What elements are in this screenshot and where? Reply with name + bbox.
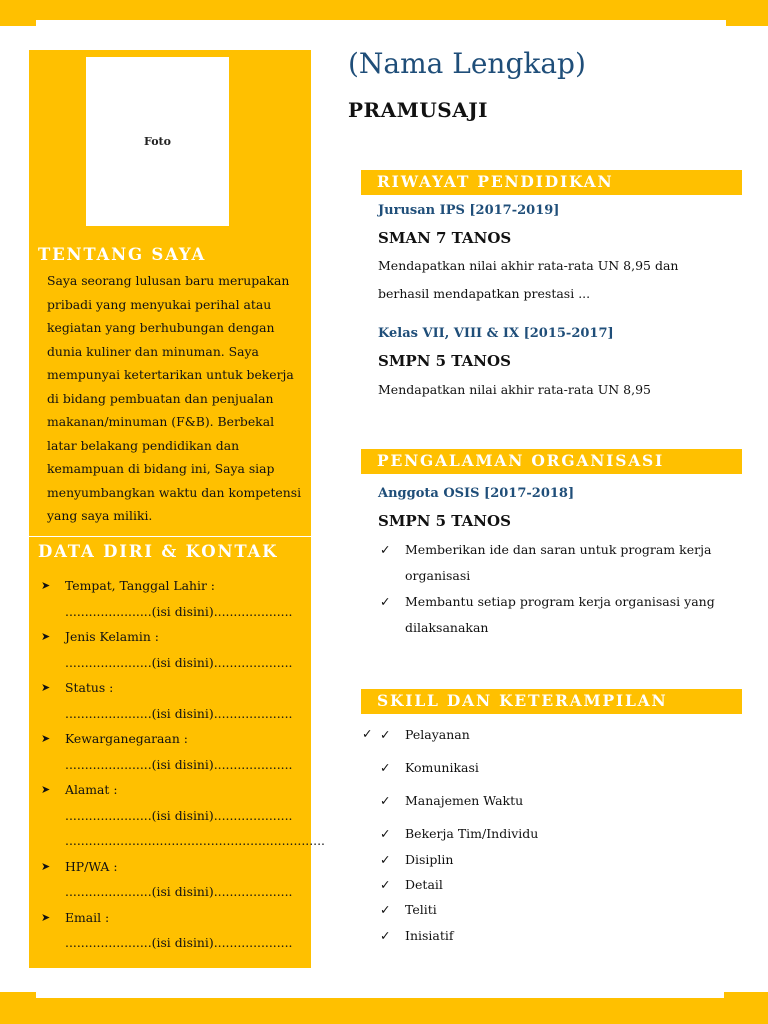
contact-item <box>41 573 305 624</box>
about-title: TENTANG SAYA <box>38 245 207 264</box>
skill-label: Manajemen Waktu <box>405 793 524 808</box>
contact-label: HP/WA : <box>65 858 118 874</box>
contact-label: Email : <box>65 909 110 925</box>
sidebar <box>29 50 325 968</box>
contact-item <box>41 675 305 726</box>
contact-value: ......................(isi disini).................... <box>65 807 293 823</box>
skill-label: Bekerja Tim/Individu <box>405 826 539 841</box>
skill-item <box>380 928 454 943</box>
organization-period: Anggota OSIS [2017-2018] <box>378 486 575 501</box>
bottom-band <box>0 992 768 1024</box>
sidebar-divider <box>29 536 311 537</box>
skill-item <box>380 852 453 867</box>
skill-label: Teliti <box>405 902 437 917</box>
skill-label: Disiplin <box>405 852 454 867</box>
organization-header <box>361 449 742 474</box>
contact-item <box>41 854 305 905</box>
arrow-icon: ➤ <box>41 859 51 873</box>
organization-school: SMPN 5 TANOS <box>378 512 511 530</box>
photo-label: Foto <box>144 135 171 148</box>
check-icon: ✓ <box>380 594 391 609</box>
organization-title: PENGALAMAN ORGANISASI <box>377 451 665 470</box>
check-icon: ✓ <box>380 902 391 917</box>
contact-value: ......................(isi disini).................... <box>65 935 293 950</box>
contact-value: ......................(isi disini).................... <box>65 756 293 772</box>
contact-title: DATA DIRI & KONTAK <box>38 542 279 561</box>
education-header <box>361 170 742 195</box>
organization-bullet-text: Membantu setiap program kerja organisasi yang dilaksanakan <box>405 594 715 635</box>
skill-label: Komunikasi <box>405 760 479 775</box>
arrow-icon: ➤ <box>41 579 51 592</box>
arrow-icon: ➤ <box>41 732 51 745</box>
education-desc: Mendapatkan nilai akhir rata-rata UN 8,95 dan berhasil mendapatkan prestasi ... <box>378 258 679 301</box>
education-desc: Mendapatkan nilai akhir rata-rata UN 8,95 <box>378 382 652 397</box>
full-name: (Nama Lengkap) <box>348 47 586 80</box>
skill-item <box>380 760 479 775</box>
check-icon: ✓ <box>380 928 391 943</box>
contact-item <box>41 726 305 777</box>
skill-label: Inisiatif <box>405 928 454 943</box>
contact-label: Kewarganegaraan : <box>65 731 188 746</box>
skill-label: Pelayanan <box>405 727 470 742</box>
skill-item <box>380 877 443 892</box>
education-school: SMPN 5 TANOS <box>378 352 511 370</box>
job-title: PRAMUSAJI <box>348 98 489 122</box>
contact-value: ......................(isi disini).................... <box>65 603 293 619</box>
education-title: RIWAYAT PENDIDIKAN <box>377 172 614 191</box>
check-icon: ✓ <box>380 852 391 867</box>
contact-value: ......................(isi disini).................... <box>65 654 293 670</box>
check-icon: ✓ <box>380 760 391 775</box>
arrow-icon: ➤ <box>41 630 51 643</box>
contact-list <box>41 573 325 956</box>
contact-label: Status : <box>65 680 114 695</box>
contact-item <box>41 624 305 675</box>
check-icon: ✓ <box>362 726 373 741</box>
skills-header <box>361 689 742 714</box>
organization-bullets <box>380 537 730 641</box>
organization-bullet-text: Memberikan ide dan saran untuk program kerja organisasi <box>405 542 712 583</box>
check-icon: ✓ <box>380 793 391 808</box>
organization-bullet <box>380 589 730 641</box>
contact-value: ......................(isi disini).................... <box>65 705 293 721</box>
skills-title: SKILL DAN KETERAMPILAN <box>377 691 668 710</box>
check-icon: ✓ <box>380 826 391 841</box>
arrow-icon: ➤ <box>41 681 51 694</box>
photo-placeholder <box>86 57 229 226</box>
skill-item <box>380 793 523 808</box>
education-school: SMAN 7 TANOS <box>378 229 512 247</box>
contact-value-line2: .................................................................. <box>65 833 325 848</box>
arrow-icon: ➤ <box>41 783 51 796</box>
skill-item <box>380 727 470 742</box>
contact-label: Tempat, Tanggal Lahir : <box>65 578 215 593</box>
check-icon: ✓ <box>380 877 391 892</box>
skill-item <box>380 826 538 841</box>
arrow-icon: ➤ <box>41 910 51 924</box>
contact-label: Alamat : <box>65 782 118 797</box>
contact-value: ......................(isi disini).................... <box>65 884 293 899</box>
education-period: Jurusan IPS [2017-2019] <box>378 203 560 218</box>
skill-item <box>380 902 437 917</box>
contact-item <box>41 905 305 956</box>
check-icon: ✓ <box>380 727 391 742</box>
top-band <box>0 0 768 26</box>
education-period: Kelas VII, VIII & IX [2015-2017] <box>378 326 614 341</box>
organization-bullet <box>380 537 730 589</box>
skill-label: Detail <box>405 877 443 892</box>
contact-item <box>41 777 325 854</box>
check-icon: ✓ <box>380 542 391 557</box>
contact-label: Jenis Kelamin : <box>65 629 159 644</box>
about-text: Saya seorang lulusan baru merupakan pribadi yang menyukai perihal atau kegiatan yang berhubungan dengan dunia kuliner dan minuman. Saya mempunyai ketertarikan untuk bekerja di bidang pembuatan dan penjualan makanan/minuman (F&B). Berbekal latar belakang pendidikan dan kemampuan di bidang ini, Saya siap menyumbangkan waktu dan kompetensi yang saya miliki. <box>47 273 302 523</box>
